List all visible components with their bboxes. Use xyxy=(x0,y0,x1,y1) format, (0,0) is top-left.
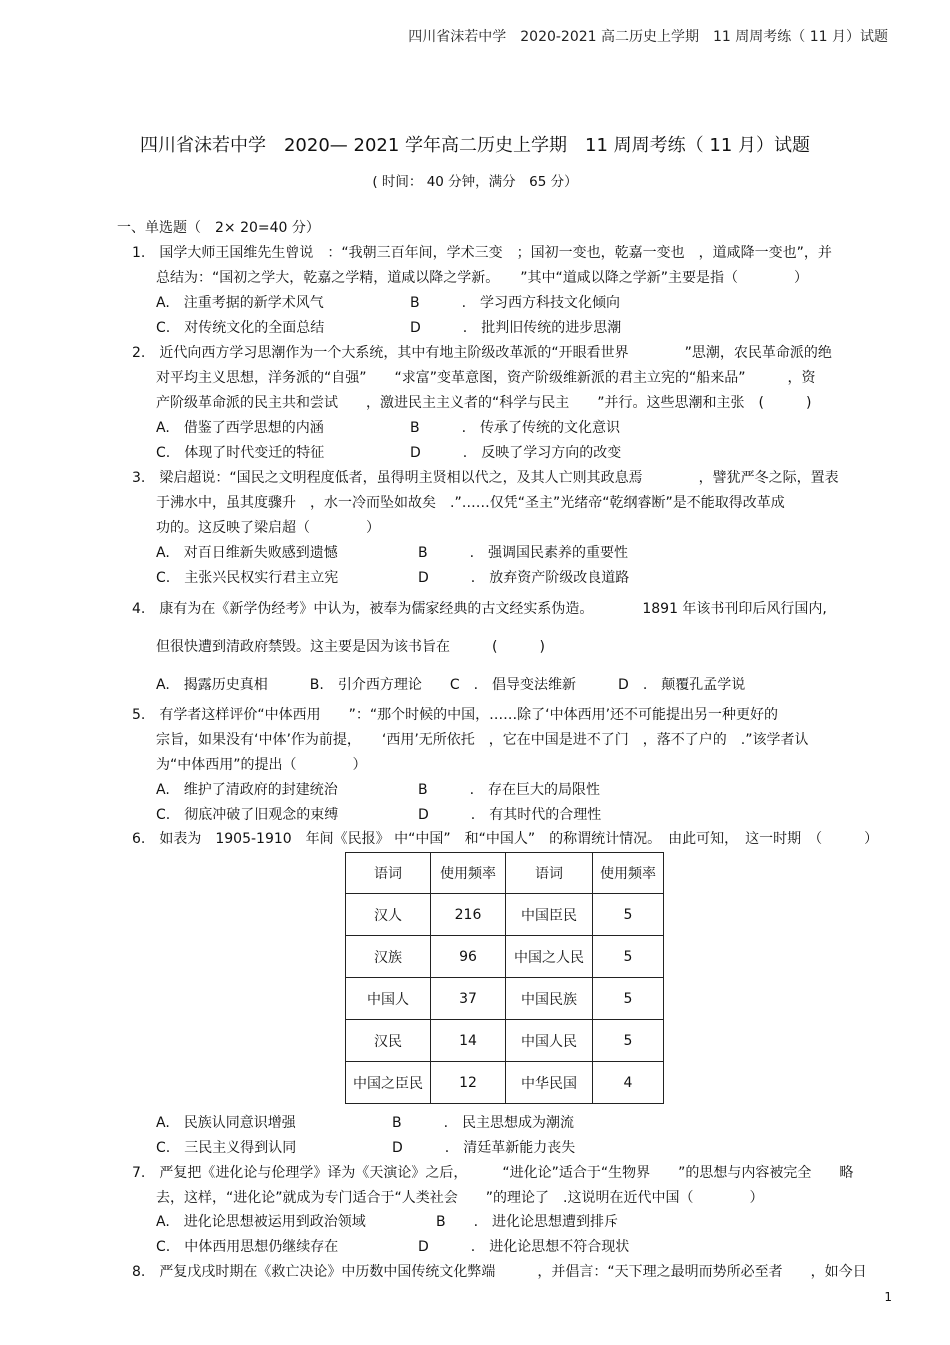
table-header-row xyxy=(346,853,664,894)
q7-stem-line2: 去，这样，“进化论”就成为专门适合于“人类社会 ”的理论了 .这说明在近代中国（ ） xyxy=(156,1190,764,1206)
q7-option-b: B . 进化论思想遭到排斥 xyxy=(436,1214,619,1230)
table-cell: 中国人民 xyxy=(506,1020,593,1062)
q3-option-b: B . 强调国民素养的重要性 xyxy=(418,545,629,561)
q7-option-c: C. 中体西用思想仍继续存在 xyxy=(156,1239,339,1255)
table-cell: 中国人 xyxy=(346,978,431,1020)
q3-stem-line3: 功的。这反映了梁启超（ ） xyxy=(156,520,380,536)
table-cell: 12 xyxy=(431,1062,506,1104)
q1-stem-line1: 1. 国学大师王国维先生曾说 ：“我朝三百年间，学术三变 ；国初一变也，乾嘉一变也 ，道咸降一变也”，并 xyxy=(132,245,832,261)
q6-option-b: B . 民主思想成为潮流 xyxy=(392,1115,575,1131)
q1-option-a: A. 注重考据的新学术风气 xyxy=(156,295,324,311)
q3-option-d: D . 放弃资产阶级改良道路 xyxy=(418,570,630,586)
table-cell: 5 xyxy=(593,936,664,978)
table-cell: 汉民 xyxy=(346,1020,431,1062)
q5-stem-line1: 5. 有学者这样评价“中体西用 ”：“那个时候的中国，……除了‘中体西用’还不可能提出另一种更好的 xyxy=(132,707,779,723)
q6-option-c: C. 三民主义得到认同 xyxy=(156,1140,297,1156)
table-cell: 5 xyxy=(593,1020,664,1062)
table-cell: 中国之人民 xyxy=(506,936,593,978)
frequency-table xyxy=(345,852,664,1104)
table-row xyxy=(346,1020,664,1062)
q5-stem-line2: 宗旨，如果没有‘中体’作为前提， ‘西用’无所依托 ，它在中国是进不了门 ，落不了户的 .”该学者认 xyxy=(156,732,809,748)
q2-option-b: B . 传承了传统的文化意识 xyxy=(410,420,621,436)
q7-option-d: D . 进化论思想不符合现状 xyxy=(418,1239,630,1255)
running-header: 四川省沫若中学 2020-2021 高二历史上学期 11 周周考练（ 11 月）试题 xyxy=(408,29,888,45)
table-row xyxy=(346,978,664,1020)
table-row xyxy=(346,1062,664,1104)
q7-option-a: A. 进化论思想被运用到政治领域 xyxy=(156,1214,366,1230)
table-cell: 5 xyxy=(593,978,664,1020)
table-cell: 中国之臣民 xyxy=(346,1062,431,1104)
q2-stem-line1: 2. 近代向西方学习思潮作为一个大系统，其中有地主阶级改革派的“开眼看世界 ”思潮，农民革命派的绝 xyxy=(132,345,832,361)
exam-duration-score: ( 时间： 40 分钟，满分 65 分） xyxy=(372,174,578,190)
page-title: 四川省沫若中学 2020— 2021 学年高二历史上学期 11 周周考练（ 11 月）试题 xyxy=(139,135,811,156)
table-header-cell: 语词 xyxy=(506,853,593,894)
q3-stem-line2: 于沸水中，虽其度骤升 ，水一冷而坠如故矣 .”……仅凭“圣主”光绪帝“乾纲睿断”是不能取得改革成 xyxy=(156,495,785,511)
q1-option-c: C. 对传统文化的全面总结 xyxy=(156,320,325,336)
q4-stem-line1: 4. 康有为在《新学伪经考》中认为，被奉为儒家经典的古文经实系伪造。 1891 年该书刊印后风行国内, xyxy=(132,601,827,617)
q6-option-a: A. 民族认同意识增强 xyxy=(156,1115,296,1131)
q5-option-a: A. 维护了清政府的封建统治 xyxy=(156,782,338,798)
table-header-cell: 使用频率 xyxy=(593,853,664,894)
q3-option-a: A. 对百日维新失败感到遗憾 xyxy=(156,545,338,561)
q6-option-d: D . 清廷革新能力丧失 xyxy=(392,1140,576,1156)
table-cell: 中华民国 xyxy=(506,1062,593,1104)
q8-stem-line1: 8. 严复戊戌时期在《救亡决论》中历数中国传统文化弊端 ，并倡言：“天下理之最明而势所必至者 ，如今日 xyxy=(132,1264,867,1280)
q2-option-a: A. 借鉴了西学思想的内涵 xyxy=(156,420,324,436)
q2-option-d: D . 反映了学习方向的改变 xyxy=(410,445,622,461)
q5-option-d: D . 有其时代的合理性 xyxy=(418,807,602,823)
table-header-cell: 使用频率 xyxy=(431,853,506,894)
q5-stem-line3: 为“中体西用”的提出（ ） xyxy=(156,757,367,773)
q1-option-b: B . 学习西方科技文化倾向 xyxy=(410,295,621,311)
q5-option-b: B . 存在巨大的局限性 xyxy=(418,782,601,798)
table-row xyxy=(346,936,664,978)
q4-stem-line2: 但很快遭到清政府禁毁。这主要是因为该书旨在 ( ) xyxy=(156,639,545,655)
q2-stem-line3: 产阶级革命派的民主共和尝试 ，激进民主主义者的“科学与民主 ”并行。这些思潮和主张 ( ) xyxy=(156,395,812,411)
table-cell: 汉族 xyxy=(346,936,431,978)
q1-stem-line2: 总结为：“国初之学大，乾嘉之学精，道咸以降之学新。 ”其中“道咸以降之学新”主要是指（ ） xyxy=(156,270,809,286)
table-cell: 14 xyxy=(431,1020,506,1062)
table-cell: 中国民族 xyxy=(506,978,593,1020)
q2-stem-line2: 对平均主义思想，洋务派的“自强” “求富”变革意图，资产阶级维新派的君主立宪的“船来品” ，资 xyxy=(156,370,816,386)
q7-stem-line1: 7. 严复把《进化论与伦理学》译为《天演论》之后， “进化论”适合于“生物界 ”的思想与内容被完全 略 xyxy=(132,1165,854,1181)
q5-option-c: C. 彻底冲破了旧观念的束缚 xyxy=(156,807,339,823)
q6-stem-line1: 6. 如表为 1905-1910 年间《民报》 中“中国” 和“中国人” 的称谓统计情况。 由此可知， 这一时期 （ ） xyxy=(132,831,879,847)
table-cell: 96 xyxy=(431,936,506,978)
table-cell: 5 xyxy=(593,894,664,936)
table-cell: 4 xyxy=(593,1062,664,1104)
table-header-cell: 语词 xyxy=(346,853,431,894)
table-cell: 中国臣民 xyxy=(506,894,593,936)
section-heading: 一、单选题（ 2× 20=40 分） xyxy=(117,220,320,236)
table-row xyxy=(346,894,664,936)
table-cell: 37 xyxy=(431,978,506,1020)
q3-option-c: C. 主张兴民权实行君主立宪 xyxy=(156,570,339,586)
table-cell: 216 xyxy=(431,894,506,936)
q4-options: A. 揭露历史真相 B. 引介西方理论 C . 倡导变法维新 D . 颠覆孔孟学说 xyxy=(156,677,746,693)
q3-stem-line1: 3. 梁启超说：“国民之文明程度低者，虽得明主贤相以代之，及其人亡则其政息焉 ，譬犹严冬之际，置表 xyxy=(132,470,839,486)
page-number: 1 xyxy=(884,1290,892,1304)
table-cell: 汉人 xyxy=(346,894,431,936)
q1-option-d: D . 批判旧传统的进步思潮 xyxy=(410,320,622,336)
q2-option-c: C. 体现了时代变迁的特征 xyxy=(156,445,325,461)
